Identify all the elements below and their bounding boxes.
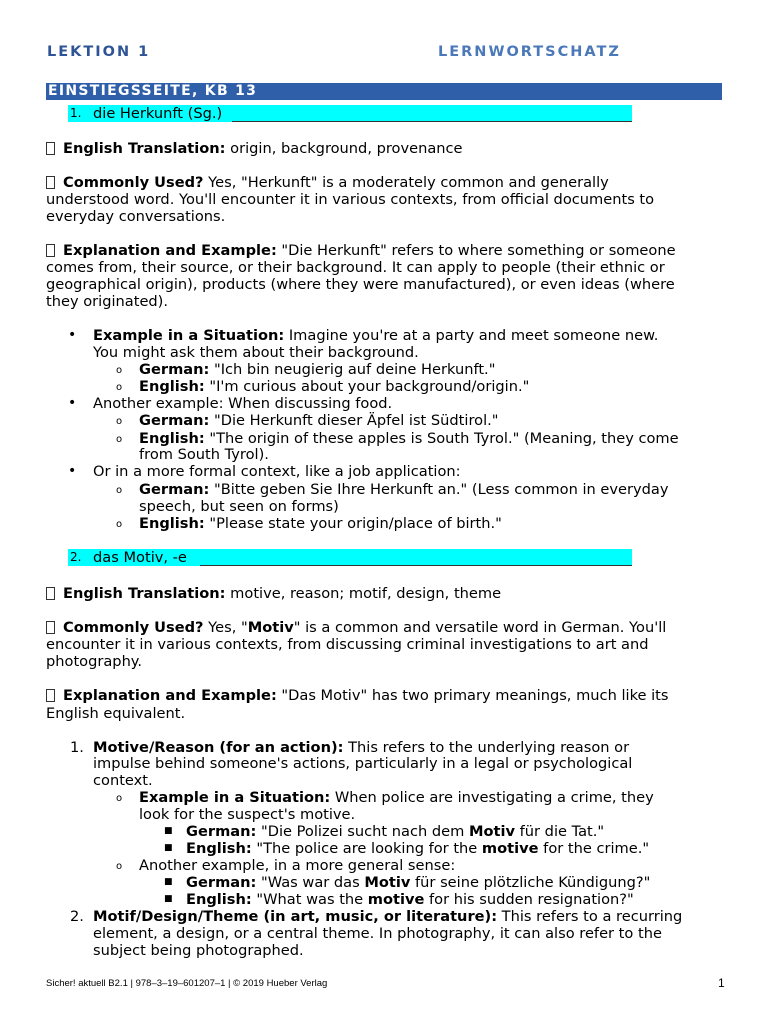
checkbox-icon [46, 142, 55, 155]
square-bullet: ■ [164, 877, 173, 887]
sub-bullet: o [116, 861, 123, 872]
square-bullet: ■ [164, 843, 173, 853]
checkbox-icon [46, 587, 55, 600]
sub-bullet: o [116, 793, 123, 804]
term-number: 1. [70, 106, 82, 120]
common-line-1: Commonly Used? Yes, "Motiv" is a common and versatile word in German. You'll [46, 619, 666, 636]
meaning-1-line-1: Motive/Reason (for an action): This refers to the underlying reason or [93, 739, 630, 756]
situation-line-2: look for the suspect's motive. [139, 806, 356, 823]
checkbox-icon [46, 176, 55, 189]
explanation-line-2: comes from, their source, or their background. It can apply to people (their ethnic or [46, 259, 665, 276]
square-bullet: ■ [164, 894, 173, 904]
example-german: German: "Ich bin neugierig auf deine Herkunft." [139, 361, 496, 378]
example-english: English: "I'm curious about your background/origin." [139, 378, 530, 395]
example-english: English: "The police are looking for the motive for the crime." [186, 840, 650, 857]
explanation-line-1: Explanation and Example: "Das Motiv" has two primary meanings, much like its [46, 687, 669, 704]
term-number: 2. [70, 550, 82, 564]
section-title: EINSTIEGSSEITE, KB 13 [48, 83, 258, 99]
situation-line-2: You might ask them about their background. [93, 344, 419, 361]
meaning-1-line-2: impulse behind someone's actions, particularly in a legal or psychological [93, 755, 633, 772]
bullet-dot: • [68, 463, 77, 479]
example-german: German: "Die Polizei sucht nach dem Motiv für die Tat." [186, 823, 605, 840]
another-example: Another example, in a more general sense: [139, 857, 456, 874]
explanation-line-1: Explanation and Example: "Die Herkunft" refers to where something or someone [46, 242, 676, 259]
checkbox-icon [46, 689, 55, 702]
sub-bullet: o [116, 434, 123, 445]
formal-example: Or in a more formal context, like a job application: [93, 463, 461, 480]
common-line-2: encounter it in various contexts, from discussing criminal investigations to art and [46, 636, 649, 653]
situation-line-1: Example in a Situation: When police are investigating a crime, they [139, 789, 654, 806]
sub-bullet: o [116, 365, 123, 376]
example-english: English: "The origin of these apples is South Tyrol." (Meaning, they come [139, 430, 679, 447]
sub-bullet: o [116, 519, 123, 530]
bullet-dot: • [68, 395, 77, 411]
example-english: English: "What was the motive for his sudden resignation?" [186, 891, 634, 908]
sub-bullet: o [116, 485, 123, 496]
checkbox-icon [46, 621, 55, 634]
bullet-dot: • [68, 327, 77, 343]
common-line-2: understood word. You'll encounter it in various contexts, from official documents to [46, 191, 655, 208]
checkbox-icon [46, 244, 55, 257]
footer-credit: Sicher! aktuell B2.1 | 978–3–19–601207–1 | © 2019 Hueber Verlag [46, 978, 328, 989]
example-german: German: "Was war das Motiv für seine plötzliche Kündigung?" [186, 874, 651, 891]
common-line-1: Commonly Used? Yes, "Herkunft" is a moderately common and generally [46, 174, 609, 191]
vocabulary-heading: LERNWORTSCHATZ [438, 44, 621, 60]
example-german: German: "Die Herkunft dieser Äpfel ist Südtirol." [139, 412, 499, 429]
lesson-heading: LEKTION 1 [47, 44, 151, 60]
section-band [46, 83, 722, 100]
meaning-2-line-3: subject being photographed. [93, 942, 304, 959]
example-english-cont: from South Tyrol). [139, 446, 269, 463]
another-example: Another example: When discussing food. [93, 395, 393, 412]
common-line-3: photography. [46, 653, 143, 670]
example-english: English: "Please state your origin/place of birth." [139, 515, 502, 532]
term-motiv: das Motiv, -e [93, 549, 187, 566]
term-underline [200, 565, 632, 566]
explanation-line-2: English equivalent. [46, 705, 186, 722]
translation-line: English Translation: origin, background, provenance [46, 140, 463, 157]
meaning-2-line-2: element, a design, or a central theme. In photography, it can also refer to the [93, 925, 662, 942]
common-line-3: everyday conversations. [46, 208, 226, 225]
term-underline [232, 121, 632, 122]
page-number: 1 [718, 976, 725, 990]
translation-line: English Translation: motive, reason; motif, design, theme [46, 585, 501, 602]
meaning-1-line-3: context. [93, 772, 153, 789]
meaning-number: 1. [70, 739, 84, 756]
example-german: German: "Bitte geben Sie Ihre Herkunft an." (Less common in everyday [139, 481, 669, 498]
sub-bullet: o [116, 416, 123, 427]
sub-bullet: o [116, 382, 123, 393]
square-bullet: ■ [164, 826, 173, 836]
explanation-line-3: geographical origin), products (where they were manufactured), or even ideas (where [46, 276, 675, 293]
situation-line-1: Example in a Situation: Imagine you're at a party and meet someone new. [93, 327, 659, 344]
explanation-line-4: they originated). [46, 293, 169, 310]
example-german-cont: speech, but seen on forms) [139, 498, 339, 515]
meaning-2-line-1: Motif/Design/Theme (in art, music, or literature): This refers to a recurring [93, 908, 683, 925]
term-herkunft: die Herkunft (Sg.) [93, 105, 223, 122]
meaning-number: 2. [70, 908, 84, 925]
